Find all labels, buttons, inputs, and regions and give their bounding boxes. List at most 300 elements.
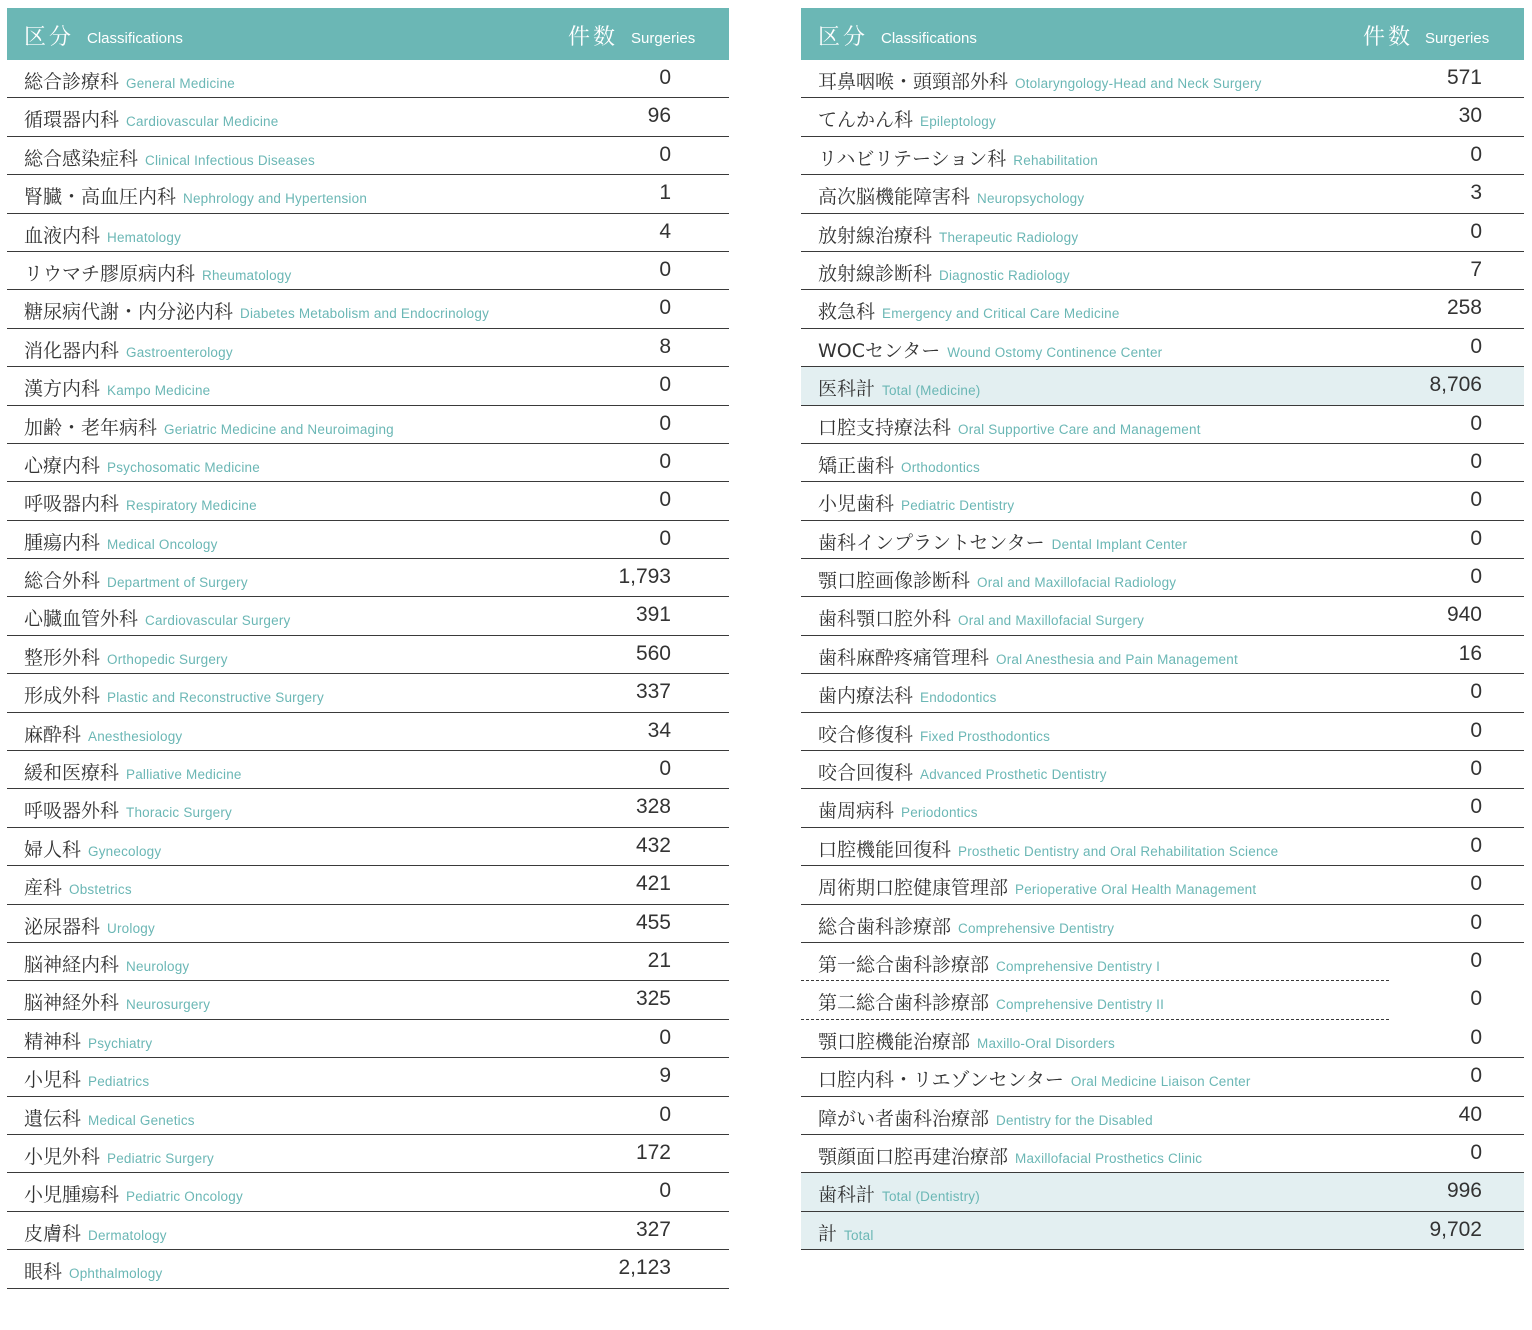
surgery-count: 40 xyxy=(1458,1102,1482,1126)
total-row xyxy=(801,367,1524,405)
surgery-count: 0 xyxy=(1470,948,1482,972)
surgery-count: 560 xyxy=(635,641,671,665)
surgery-count: 1 xyxy=(659,181,671,205)
department-name-en: Oral and Maxillofacial Radiology xyxy=(977,575,1177,591)
department-cell xyxy=(818,67,1262,94)
department-name-en: Urology xyxy=(107,920,155,936)
department-name-jp: 婦人科 xyxy=(24,838,82,861)
surgery-count: 1,793 xyxy=(618,565,671,589)
table-row xyxy=(801,482,1524,520)
surgery-count: 0 xyxy=(1470,795,1482,819)
total-row xyxy=(801,1212,1524,1250)
department-cell xyxy=(24,796,232,823)
department-name-jp: 口腔支持療法科 xyxy=(818,416,952,439)
department-cell xyxy=(818,297,1120,324)
department-name-jp: 脳神経外科 xyxy=(24,992,120,1015)
department-name-jp: 顎口腔機能治療部 xyxy=(818,1030,971,1053)
department-name-en: Department of Surgery xyxy=(107,575,248,591)
department-name-en: Therapeutic Radiology xyxy=(939,229,1079,245)
department-cell xyxy=(24,1104,195,1131)
surgery-count: 0 xyxy=(659,373,671,397)
department-cell xyxy=(24,950,189,977)
department-name-jp: 第一総合歯科診療部 xyxy=(818,953,990,976)
department-name-en: Dermatology xyxy=(88,1227,167,1243)
department-name-jp: 咬合修復科 xyxy=(818,723,914,746)
table-row xyxy=(801,981,1524,1019)
surgery-count: 0 xyxy=(1470,910,1482,934)
department-name-en: Total (Medicine) xyxy=(882,383,981,399)
department-name-en: Comprehensive Dentistry II xyxy=(996,997,1165,1013)
surgery-count: 96 xyxy=(647,104,671,128)
department-name-jp: 泌尿器科 xyxy=(24,915,101,938)
table-row xyxy=(7,482,729,520)
surgery-count: 0 xyxy=(1470,757,1482,781)
department-name-en: Oral and Maxillofacial Surgery xyxy=(958,613,1145,629)
department-cell xyxy=(24,259,291,286)
department-name-en: Perioperative Oral Health Management xyxy=(1015,882,1257,898)
surgery-count: 571 xyxy=(1446,66,1482,89)
surgery-count: 0 xyxy=(659,526,671,550)
surgery-count: 0 xyxy=(659,66,671,89)
surgery-count: 0 xyxy=(1470,142,1482,166)
department-name-en: Palliative Medicine xyxy=(126,767,242,783)
table-row xyxy=(7,674,729,712)
surgeries-header-en: Surgeries xyxy=(1425,30,1490,47)
table-row xyxy=(7,559,729,597)
department-name-jp: 糖尿病代謝・内分泌内科 xyxy=(24,301,234,324)
department-name-jp: 総合感染症科 xyxy=(24,147,139,170)
table-row xyxy=(801,1058,1524,1096)
table-row xyxy=(801,943,1524,981)
table-row xyxy=(801,252,1524,290)
table-body xyxy=(7,60,729,1289)
department-name-en: Otolaryngology-Head and Neck Surgery xyxy=(1015,76,1262,91)
department-cell xyxy=(818,566,1176,593)
surgery-count: 0 xyxy=(659,296,671,320)
department-name-en: Obstetrics xyxy=(69,882,132,898)
surgery-count: 325 xyxy=(635,987,671,1011)
surgery-count: 940 xyxy=(1446,603,1482,627)
department-cell xyxy=(24,297,489,324)
department-name-en: Gastroenterology xyxy=(126,344,233,360)
department-cell xyxy=(24,336,233,363)
department-cell xyxy=(24,835,161,862)
surgery-count: 0 xyxy=(659,1179,671,1203)
department-name-jp: リハビリテーション科 xyxy=(818,147,1007,170)
table-row xyxy=(801,905,1524,943)
department-name-jp: 顎顔面口腔再建治療部 xyxy=(818,1145,1009,1168)
department-cell xyxy=(818,1104,1153,1131)
department-name-jp: 小児科 xyxy=(24,1069,82,1092)
table-row xyxy=(7,367,729,405)
table-row xyxy=(7,1250,729,1288)
table-row xyxy=(7,597,729,635)
department-name-jp: 歯科インプラントセンター xyxy=(818,531,1045,554)
table-row xyxy=(7,60,729,98)
table-row xyxy=(801,329,1524,367)
surgeries-table-right xyxy=(801,8,1524,1250)
department-name-en: Prosthetic Dentistry and Oral Rehabilitation Science xyxy=(958,843,1279,859)
department-name-en: Epileptology xyxy=(920,114,996,130)
table-row xyxy=(7,521,729,559)
surgery-count: 337 xyxy=(635,680,671,704)
surgery-count: 2,123 xyxy=(618,1256,671,1280)
department-name-jp: 周術期口腔健康管理部 xyxy=(818,877,1009,900)
table-row xyxy=(801,674,1524,712)
department-cell xyxy=(24,912,155,939)
department-name-en: Emergency and Critical Care Medicine xyxy=(882,306,1120,322)
surgery-count: 0 xyxy=(659,1025,671,1049)
table-body xyxy=(801,60,1524,1250)
department-cell xyxy=(24,221,181,248)
department-name-en: Total xyxy=(844,1227,874,1243)
department-name-en: Endodontics xyxy=(920,690,997,706)
table-row xyxy=(7,1135,729,1173)
department-name-jp: 口腔機能回復科 xyxy=(818,838,952,861)
department-cell xyxy=(818,374,981,401)
department-name-jp: 顎口腔画像診断科 xyxy=(818,570,971,593)
department-cell xyxy=(818,336,1162,363)
surgery-count: 9,702 xyxy=(1429,1217,1482,1241)
department-name-en: Wound Ostomy Continence Center xyxy=(947,344,1163,360)
department-cell xyxy=(24,873,132,900)
table-row xyxy=(7,1173,729,1211)
surgeries-header-jp: 件数 xyxy=(1363,25,1414,50)
surgery-count: 0 xyxy=(659,488,671,512)
table-row xyxy=(801,406,1524,444)
department-name-jp: 耳鼻咽喉・頭頸部外科 xyxy=(818,71,1009,93)
table-row xyxy=(801,866,1524,904)
department-cell xyxy=(24,67,235,94)
department-name-en: Comprehensive Dentistry I xyxy=(996,958,1161,974)
surgery-count: 0 xyxy=(1470,1025,1482,1049)
department-name-en: Pediatric Surgery xyxy=(107,1150,214,1166)
table-row xyxy=(7,175,729,213)
department-name-jp: 産科 xyxy=(24,877,63,900)
department-cell xyxy=(818,489,1014,516)
classifications-header-en: Classifications xyxy=(881,30,977,47)
table-row xyxy=(7,137,729,175)
surgery-count: 258 xyxy=(1446,296,1482,320)
department-name-jp: 矯正歯科 xyxy=(818,454,895,477)
surgery-count: 0 xyxy=(1470,411,1482,435)
table-row xyxy=(7,713,729,751)
department-cell xyxy=(818,1065,1251,1092)
department-name-jp: 総合診療科 xyxy=(24,71,120,93)
department-name-en: Medical Oncology xyxy=(107,536,218,552)
department-name-jp: 咬合回復科 xyxy=(818,762,914,785)
department-name-jp: 障がい者歯科治療部 xyxy=(818,1107,990,1130)
department-cell xyxy=(24,720,182,747)
table-row xyxy=(801,290,1524,328)
department-name-en: Dentistry for the Disabled xyxy=(996,1112,1153,1128)
department-name-jp: 呼吸器内科 xyxy=(24,493,120,516)
department-name-en: Advanced Prosthetic Dentistry xyxy=(920,767,1107,783)
surgery-count: 30 xyxy=(1458,104,1482,128)
department-name-en: Diabetes Metabolism and Endocrinology xyxy=(240,306,490,322)
table-row xyxy=(801,713,1524,751)
department-name-jp: 小児外科 xyxy=(24,1145,101,1168)
surgery-count: 16 xyxy=(1458,641,1482,665)
department-name-jp: 救急科 xyxy=(818,301,876,324)
department-name-jp: 脳神経内科 xyxy=(24,953,120,976)
department-name-en: Medical Genetics xyxy=(88,1112,195,1128)
department-cell xyxy=(818,528,1187,555)
table-row xyxy=(7,98,729,136)
surgery-count: 0 xyxy=(659,142,671,166)
department-cell xyxy=(818,1219,874,1246)
department-name-jp: 遺伝科 xyxy=(24,1107,82,1130)
surgery-count: 172 xyxy=(635,1140,671,1164)
department-cell xyxy=(818,950,1160,977)
department-cell xyxy=(818,912,1114,939)
department-cell xyxy=(818,1180,980,1207)
surgery-count: 8,706 xyxy=(1429,373,1482,397)
department-name-jp: 第二総合歯科診療部 xyxy=(818,992,990,1015)
surgery-count: 9 xyxy=(659,1064,671,1088)
table-row xyxy=(801,559,1524,597)
department-cell xyxy=(818,1027,1115,1054)
department-name-en: Comprehensive Dentistry xyxy=(958,920,1115,936)
surgery-count: 0 xyxy=(1470,219,1482,243)
surgeries-header-en: Surgeries xyxy=(631,30,696,47)
surgery-count: 0 xyxy=(1470,680,1482,704)
department-name-jp: 腫瘍内科 xyxy=(24,531,101,554)
department-name-en: Respiratory Medicine xyxy=(126,498,257,514)
classifications-header-en: Classifications xyxy=(87,30,183,47)
table-row xyxy=(7,1020,729,1058)
table-row xyxy=(801,1135,1524,1173)
department-name-en: Oral Medicine Liaison Center xyxy=(1070,1074,1251,1090)
department-name-en: Oral Supportive Care and Management xyxy=(958,421,1201,437)
table-row xyxy=(801,751,1524,789)
department-cell xyxy=(24,643,228,670)
surgeries-header-jp: 件数 xyxy=(568,25,619,50)
department-cell xyxy=(24,451,260,478)
department-name-en: Hematology xyxy=(107,229,182,245)
department-name-en: Plastic and Reconstructive Surgery xyxy=(107,690,324,706)
surgery-count: 0 xyxy=(1470,526,1482,550)
table-row xyxy=(801,597,1524,635)
table-row xyxy=(801,175,1524,213)
surgery-count: 391 xyxy=(635,603,671,627)
department-name-en: Neurosurgery xyxy=(126,997,211,1013)
table-row xyxy=(7,828,729,866)
department-name-en: Cardiovascular Medicine xyxy=(126,114,279,130)
classifications-header-jp: 区分 xyxy=(24,25,75,50)
surgery-count: 0 xyxy=(1470,334,1482,358)
department-name-en: Periodontics xyxy=(901,805,978,821)
surgeries-table-left xyxy=(7,8,729,1289)
surgery-count: 432 xyxy=(635,833,671,857)
department-name-en: Diagnostic Radiology xyxy=(939,267,1070,283)
department-name-jp: 腎臓・高血圧内科 xyxy=(24,186,177,209)
table-row xyxy=(801,1097,1524,1135)
department-cell xyxy=(24,1257,162,1284)
table-row xyxy=(7,981,729,1019)
table-row xyxy=(801,137,1524,175)
department-cell xyxy=(24,566,248,593)
department-name-jp: 形成外科 xyxy=(24,685,101,708)
department-name-jp: 総合歯科診療部 xyxy=(818,915,952,938)
department-cell xyxy=(24,1180,243,1207)
department-name-en: Total (Dentistry) xyxy=(882,1189,980,1205)
table-row xyxy=(7,905,729,943)
department-name-jp: 総合外科 xyxy=(24,570,101,593)
table-header xyxy=(7,8,729,60)
surgery-count: 996 xyxy=(1446,1179,1482,1203)
department-cell xyxy=(818,796,978,823)
department-name-jp: 眼科 xyxy=(24,1261,63,1284)
surgery-count: 0 xyxy=(659,411,671,435)
department-cell xyxy=(24,1027,152,1054)
surgery-count: 0 xyxy=(1470,833,1482,857)
table-row xyxy=(7,636,729,674)
department-name-en: Maxillo-Oral Disorders xyxy=(977,1035,1115,1051)
department-name-jp: 計 xyxy=(818,1222,838,1245)
department-name-en: Orthopedic Surgery xyxy=(107,651,228,667)
table-header xyxy=(801,8,1524,60)
department-name-en: Geriatric Medicine and Neuroimaging xyxy=(164,421,394,437)
department-name-en: Anesthesiology xyxy=(88,728,183,744)
classifications-header-jp: 区分 xyxy=(818,25,869,50)
table-row xyxy=(7,1058,729,1096)
department-cell xyxy=(818,681,997,708)
department-cell xyxy=(24,413,394,440)
surgery-count: 0 xyxy=(1470,987,1482,1011)
surgery-count: 34 xyxy=(647,718,671,742)
department-name-jp: 精神科 xyxy=(24,1030,82,1053)
department-name-en: Rehabilitation xyxy=(1013,152,1098,168)
surgery-count: 21 xyxy=(647,948,671,972)
department-cell xyxy=(818,413,1201,440)
department-name-en: Gynecology xyxy=(88,843,162,859)
department-name-en: Dental Implant Center xyxy=(1051,536,1188,552)
department-name-en: Cardiovascular Surgery xyxy=(145,613,291,629)
department-name-en: Pediatric Oncology xyxy=(126,1189,243,1205)
surgery-count: 0 xyxy=(659,449,671,473)
table-row xyxy=(801,60,1524,98)
department-name-en: Kampo Medicine xyxy=(107,383,211,399)
department-name-en: Orthodontics xyxy=(901,459,980,475)
department-name-jp: 心臓血管外科 xyxy=(24,608,139,631)
department-name-jp: 麻酔科 xyxy=(24,723,82,746)
department-name-jp: 緩和医療科 xyxy=(24,762,120,785)
department-name-en: Oral Anesthesia and Pain Management xyxy=(996,651,1238,667)
department-cell xyxy=(24,489,257,516)
surgery-count: 7 xyxy=(1470,257,1482,281)
department-cell xyxy=(24,374,210,401)
department-cell xyxy=(24,182,367,209)
table-row xyxy=(801,444,1524,482)
table-row xyxy=(7,943,729,981)
department-name-jp: 血液内科 xyxy=(24,224,101,247)
table-row xyxy=(801,214,1524,252)
department-name-jp: 皮膚科 xyxy=(24,1222,82,1245)
department-cell xyxy=(24,1219,167,1246)
department-cell xyxy=(818,873,1256,900)
department-name-en: Fixed Prosthodontics xyxy=(920,728,1051,744)
table-row xyxy=(801,636,1524,674)
table-row xyxy=(7,444,729,482)
table-row xyxy=(801,98,1524,136)
department-cell xyxy=(818,988,1164,1015)
table-row xyxy=(7,789,729,827)
department-name-jp: 医科計 xyxy=(818,378,876,401)
table-row xyxy=(7,751,729,789)
department-name-en: Nephrology and Hypertension xyxy=(183,191,368,207)
department-name-jp: 歯科麻酔疼痛管理科 xyxy=(818,646,990,669)
department-name-en: General Medicine xyxy=(126,76,236,91)
table-row xyxy=(7,866,729,904)
table-row xyxy=(801,789,1524,827)
department-name-jp: 心療内科 xyxy=(24,454,101,477)
total-row xyxy=(801,1173,1524,1211)
department-name-jp: 歯科計 xyxy=(818,1184,876,1207)
table-row xyxy=(7,406,729,444)
department-name-en: Neuropsychology xyxy=(977,191,1085,207)
department-name-en: Psychiatry xyxy=(88,1035,153,1051)
surgery-count: 0 xyxy=(659,757,671,781)
surgery-count: 0 xyxy=(1470,565,1482,589)
department-cell xyxy=(818,182,1084,209)
surgery-count: 4 xyxy=(659,219,671,243)
department-name-jp: 放射線診断科 xyxy=(818,262,933,285)
surgery-count: 3 xyxy=(1470,181,1482,205)
department-name-jp: 呼吸器外科 xyxy=(24,800,120,823)
department-name-en: Thoracic Surgery xyxy=(126,805,233,821)
surgery-count: 8 xyxy=(659,334,671,358)
surgery-count: 0 xyxy=(659,257,671,281)
department-cell xyxy=(24,528,218,555)
surgery-count: 0 xyxy=(1470,449,1482,473)
department-name-jp: 高次脳機能障害科 xyxy=(818,186,971,209)
department-cell xyxy=(24,105,278,132)
department-cell xyxy=(818,835,1278,862)
table-row xyxy=(801,1020,1524,1058)
table-row xyxy=(801,521,1524,559)
surgery-count: 0 xyxy=(1470,488,1482,512)
department-name-en: Rheumatology xyxy=(202,267,292,283)
department-cell xyxy=(818,720,1050,747)
department-name-en: Clinical Infectious Diseases xyxy=(145,152,315,168)
table-row xyxy=(7,329,729,367)
department-cell xyxy=(24,1142,214,1169)
department-name-en: Pediatric Dentistry xyxy=(901,498,1015,514)
table-row xyxy=(7,1097,729,1135)
surgery-count: 0 xyxy=(1470,872,1482,896)
table-row xyxy=(801,828,1524,866)
table-row xyxy=(7,290,729,328)
department-cell xyxy=(818,643,1238,670)
department-name-jp: てんかん科 xyxy=(818,109,914,132)
surgery-count: 0 xyxy=(1470,718,1482,742)
surgery-count: 327 xyxy=(635,1217,671,1241)
department-name-en: Ophthalmology xyxy=(69,1266,163,1282)
department-cell xyxy=(818,1142,1202,1169)
department-cell xyxy=(24,681,324,708)
surgery-count: 455 xyxy=(635,910,671,934)
department-name-en: Maxillofacial Prosthetics Clinic xyxy=(1015,1150,1203,1166)
department-cell xyxy=(24,988,210,1015)
department-cell xyxy=(818,221,1078,248)
department-name-jp: リウマチ膠原病内科 xyxy=(24,262,196,285)
surgery-count: 328 xyxy=(635,795,671,819)
department-name-jp: 放射線治療科 xyxy=(818,224,933,247)
department-name-en: Psychosomatic Medicine xyxy=(107,459,260,475)
department-cell xyxy=(818,144,1098,171)
department-name-jp: 歯内療法科 xyxy=(818,685,914,708)
